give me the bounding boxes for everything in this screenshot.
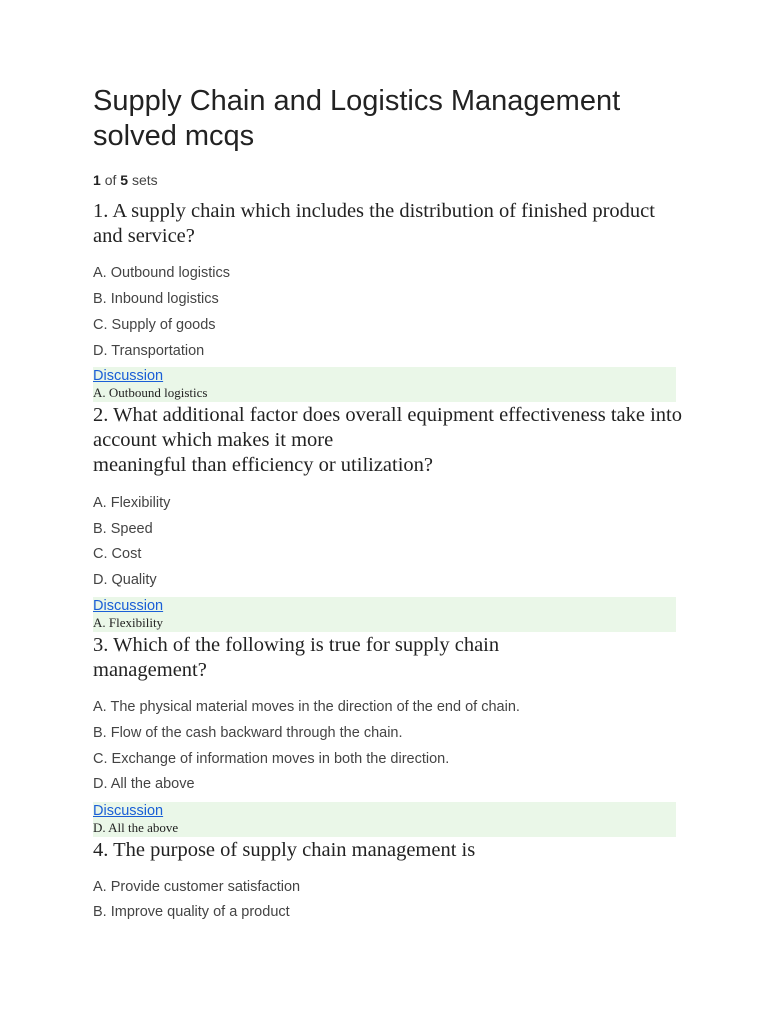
question-2-line-1: 2. What additional factor does overall equipment effectiveness take into account which makes it more [93, 404, 682, 451]
set-suffix: sets [131, 172, 158, 188]
discussion-link-1[interactable]: Discussion [93, 368, 164, 384]
option-3c: C. Exchange of information moves in both the direction. [93, 751, 450, 767]
answer-3: D. All the above [93, 820, 179, 835]
answer-box-1 [93, 367, 676, 402]
question-1: 1. A supply chain which includes the distribution of finished product and service? [93, 200, 655, 247]
option-2a: A. Flexibility [93, 495, 171, 511]
option-3a: A. The physical material moves in the direction of the end of chain. [93, 699, 520, 715]
answer-box-2 [93, 597, 676, 632]
option-1c: C. Supply of goods [93, 317, 216, 333]
option-1b: B. Inbound logistics [93, 291, 219, 307]
answer-box-3 [93, 802, 676, 837]
option-1a: A. Outbound logistics [93, 265, 231, 281]
set-total: 5 [120, 172, 129, 188]
page-title: Supply Chain and Logistics Management solved mcqs [93, 85, 621, 152]
option-4b: B. Improve quality of a product [93, 904, 290, 920]
set-of-label: of [104, 172, 117, 188]
set-indicator [93, 171, 158, 189]
option-3b: B. Flow of the cash backward through the chain. [93, 725, 403, 741]
option-2d: D. Quality [93, 572, 157, 588]
discussion-link-2[interactable]: Discussion [93, 598, 164, 614]
answer-1: A. Outbound logistics [93, 385, 208, 400]
answer-2: A. Flexibility [93, 615, 164, 630]
option-2b: B. Speed [93, 521, 153, 537]
question-2 [93, 403, 683, 478]
question-3: 3. Which of the following is true for supply chain management? [93, 634, 500, 681]
option-2c: C. Cost [93, 546, 142, 562]
option-1d: D. Transportation [93, 343, 205, 359]
set-current: 1 [93, 172, 101, 188]
question-2-line-2: meaningful than efficiency or utilization? [93, 454, 434, 476]
discussion-link-3[interactable]: Discussion [93, 803, 164, 819]
option-4a: A. Provide customer satisfaction [93, 879, 301, 895]
question-4: 4. The purpose of supply chain management is [93, 839, 476, 861]
option-3d: D. All the above [93, 776, 195, 792]
